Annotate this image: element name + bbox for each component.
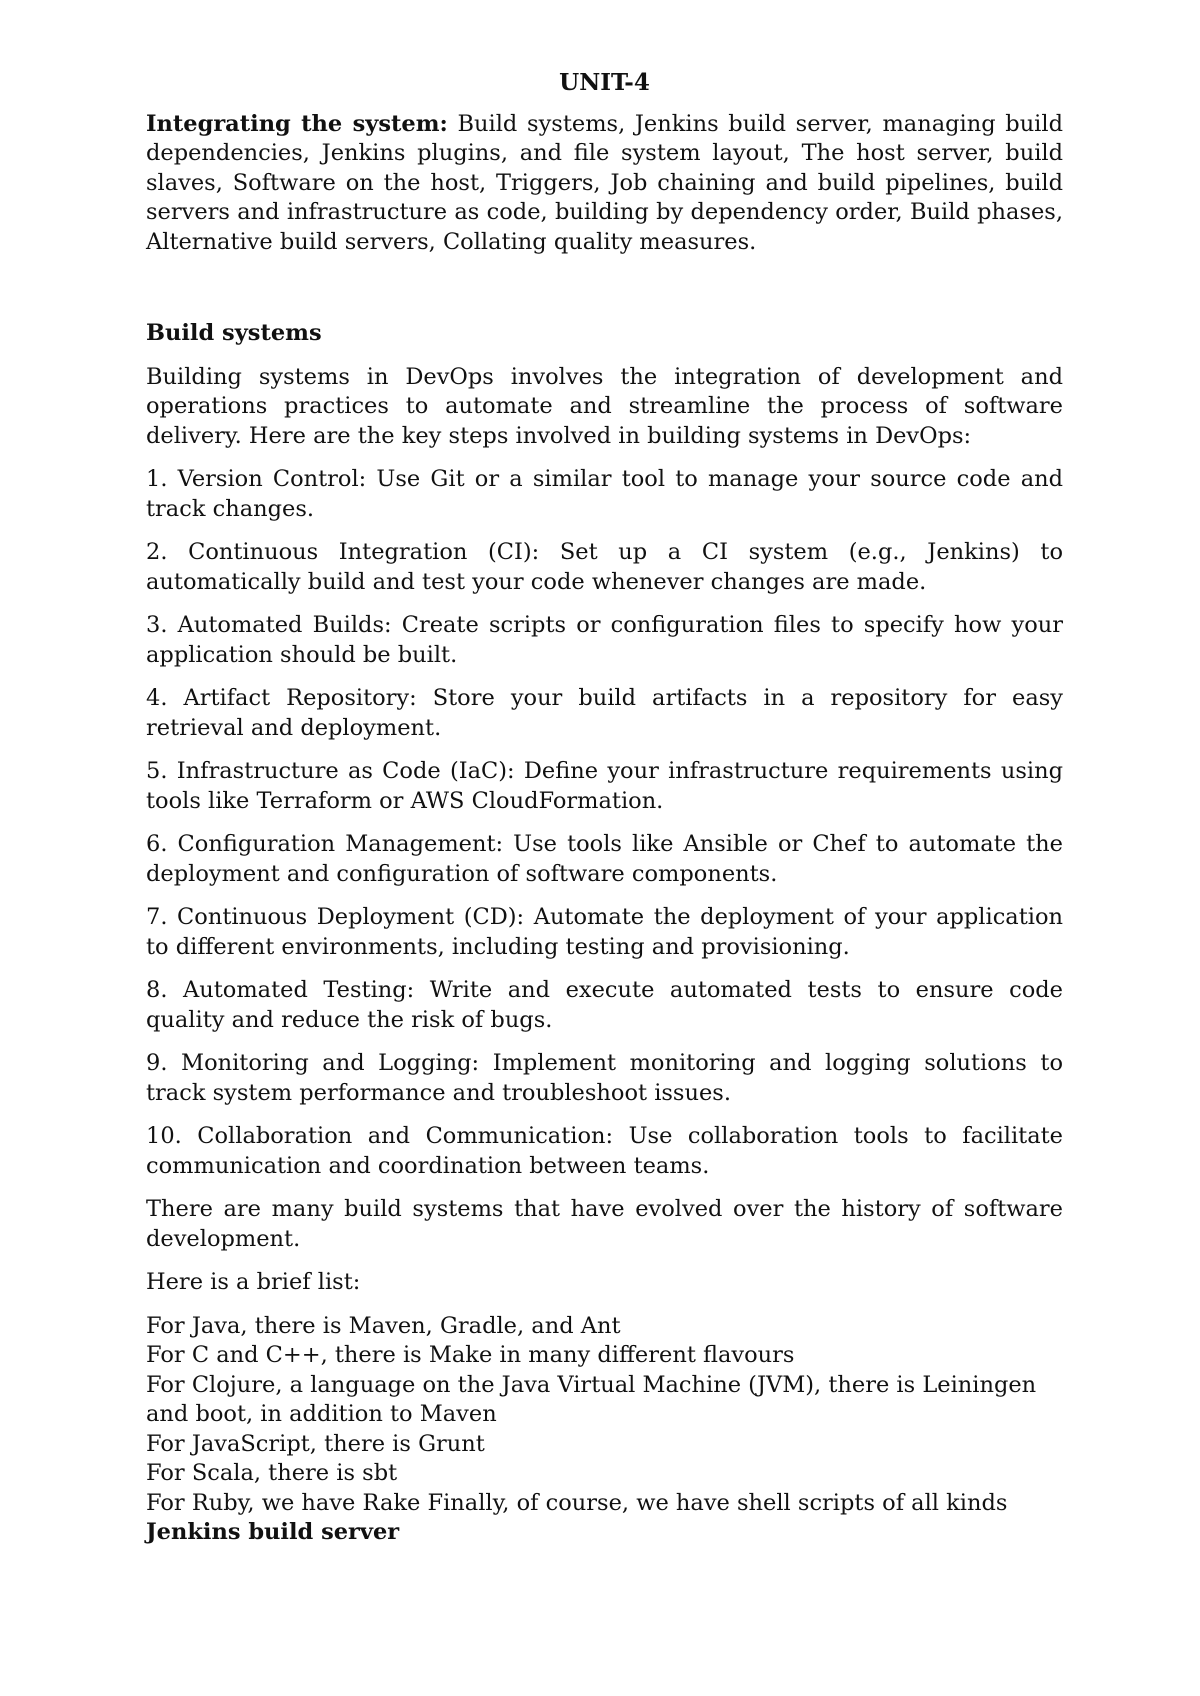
step-item: 6. Configuration Management: Use tools like Ansible or Chef to automate the deployment and configuration of software components. <box>146 831 1063 887</box>
step-item: 8. Automated Testing: Write and execute automated tests to ensure code quality and reduce the risk of bugs. <box>146 977 1063 1033</box>
tool-line: For Clojure, a language on the Java Virtual Machine (JVM), there is Leiningen and boot, in addition to Maven <box>146 1371 1037 1427</box>
intro-lead: Integrating the system: <box>146 110 448 137</box>
section-intro-paragraph: Building systems in DevOps involves the integration of development and operations practices to automate and streamline the process of software delivery. Here are the key steps involved in building systems in DevOps: <box>146 363 1063 449</box>
document-page <box>146 68 1063 1548</box>
step-item: 5. Infrastructure as Code (IaC): Define your infrastructure requirements using tools like Terraform or AWS CloudFormation. <box>146 758 1063 814</box>
tool-line: For Ruby, we have Rake Finally, of course, we have shell scripts of all kinds <box>146 1489 1008 1516</box>
intro-text: Build systems, Jenkins build server, managing build dependencies, Jenkins plugins, and file system layout, The host server, build slaves, Software on the host, Triggers, Job chaining and build pipelines, build servers and infrastructure as code, building by dependency order, Build phases, Alternative build servers, Collating quality measures. <box>146 110 1063 255</box>
step-item: 3. Automated Builds: Create scripts or configuration files to specify how your application should be built. <box>146 612 1063 668</box>
list-intro: Here is a brief list: <box>146 1269 361 1295</box>
unit-title: UNIT-4 <box>559 69 650 96</box>
step-item: 10. Collaboration and Communication: Use collaboration tools to facilitate communication and coordination between teams. <box>146 1123 1063 1179</box>
step-item: 2. Continuous Integration (CI): Set up a CI system (e.g., Jenkins) to automatically build and test your code whenever changes are made. <box>146 539 1063 595</box>
step-item: 9. Monitoring and Logging: Implement monitoring and logging solutions to track system performance and troubleshoot issues. <box>146 1050 1063 1106</box>
step-item: 1. Version Control: Use Git or a similar tool to manage your source code and track changes. <box>146 466 1063 522</box>
build-tools-list <box>146 1312 1063 1519</box>
tool-line: For C and C++, there is Make in many different flavours <box>146 1342 795 1368</box>
tool-line: For Java, there is Maven, Gradle, and Ant <box>146 1312 621 1339</box>
section-heading-jenkins-build-server: Jenkins build server <box>146 1519 400 1545</box>
history-paragraph: There are many build systems that have evolved over the history of software development. <box>146 1196 1063 1252</box>
tool-line: For Scala, there is sbt <box>146 1460 398 1486</box>
section-heading-build-systems: Build systems <box>146 320 322 346</box>
tool-line: For JavaScript, there is Grunt <box>146 1430 485 1457</box>
step-item: 7. Continuous Deployment (CD): Automate the deployment of your application to different environments, including testing and provisioning. <box>146 904 1063 960</box>
step-item: 4. Artifact Repository: Store your build artifacts in a repository for easy retrieval and deployment. <box>146 685 1063 741</box>
intro-paragraph <box>146 110 1063 258</box>
